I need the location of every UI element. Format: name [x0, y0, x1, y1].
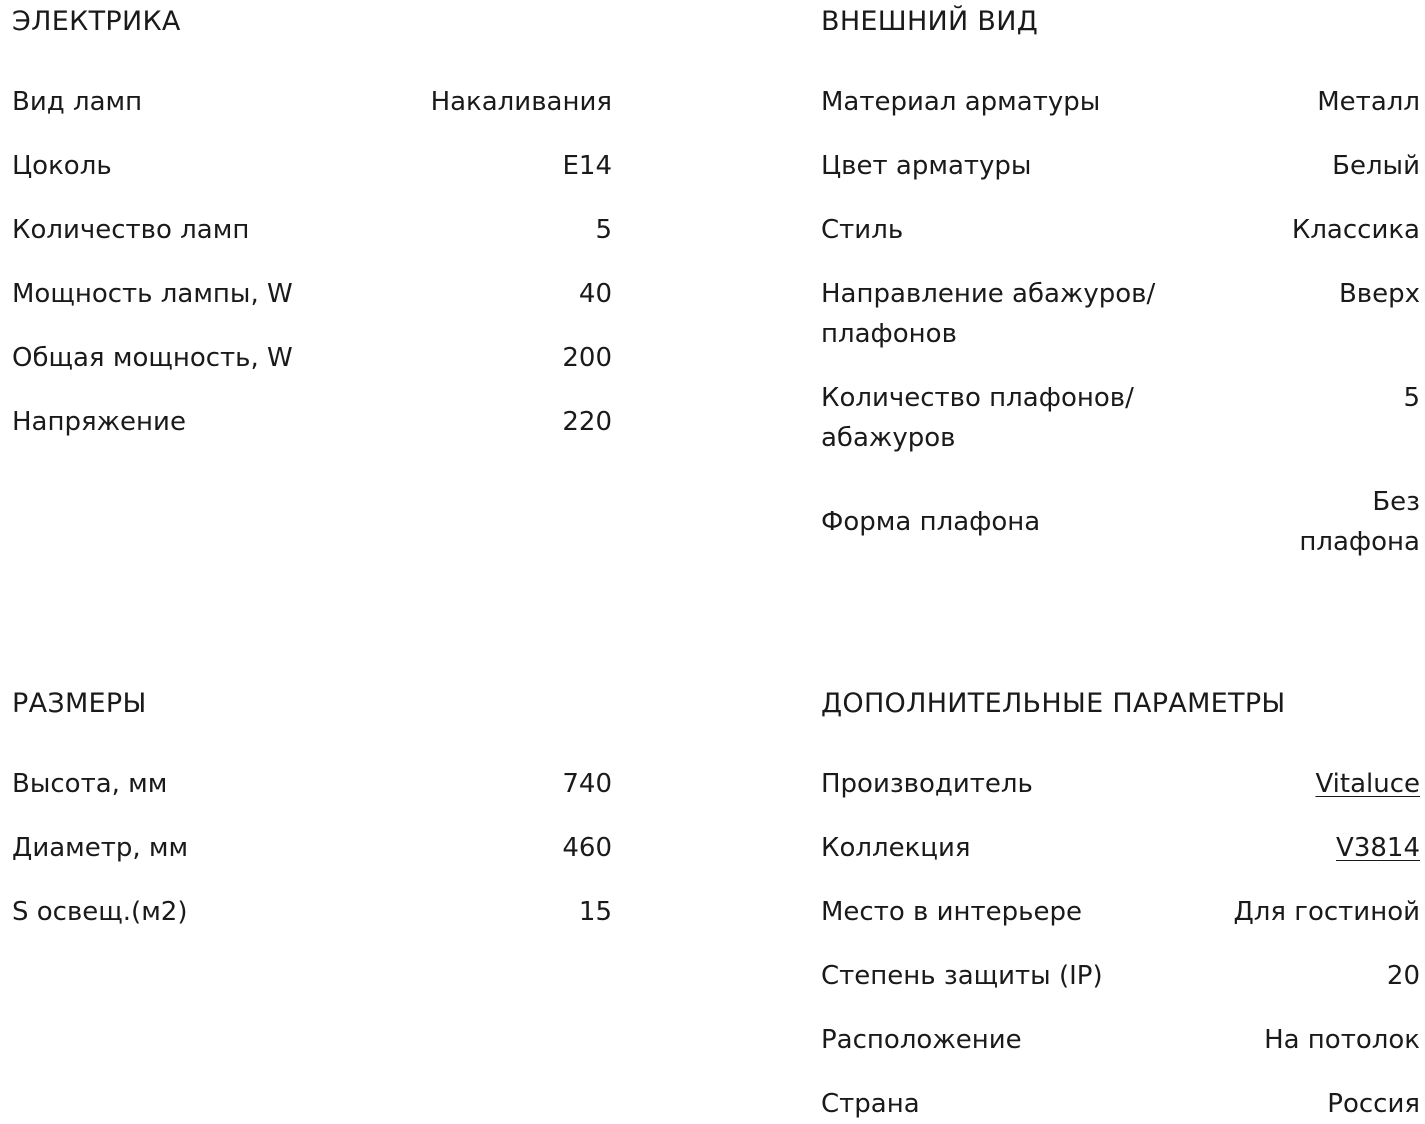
- spec-label: Высота, мм: [12, 769, 168, 799]
- spec-value: Россия: [1327, 1089, 1420, 1119]
- spec-value: [1299, 482, 1420, 562]
- spec-row-interior-place: [821, 892, 1420, 932]
- spec-row-lamp-type: [12, 82, 612, 122]
- spec-label: Стиль: [821, 215, 904, 245]
- spec-label: Степень защиты (IP): [821, 961, 1103, 991]
- spec-value: На потолок: [1264, 1025, 1420, 1055]
- spec-label: Коллекция: [821, 833, 971, 863]
- section-appearance: [821, 0, 1420, 580]
- spec-value: 20: [1386, 961, 1420, 991]
- spec-value: 220: [562, 407, 612, 437]
- spec-row-total-power: [12, 338, 612, 378]
- spec-row-light-area: [12, 892, 612, 932]
- spec-row-socket: [12, 146, 612, 186]
- spec-value: 5: [1403, 383, 1420, 413]
- spec-value: 740: [562, 769, 612, 799]
- spec-value: 200: [562, 343, 612, 373]
- spec-value: 40: [578, 279, 612, 309]
- spec-value: 460: [562, 833, 612, 863]
- spec-value: 5: [595, 215, 612, 245]
- spec-label: Цвет арматуры: [821, 151, 1032, 181]
- manufacturer-link[interactable]: Vitaluce: [1315, 769, 1420, 799]
- spec-label: Материал арматуры: [821, 87, 1101, 117]
- spec-row-height: [12, 764, 612, 804]
- spec-value: Накаливания: [430, 87, 612, 117]
- spec-row-lamp-power: [12, 274, 612, 314]
- spec-value: 15: [578, 897, 612, 927]
- spec-row-shade-count: [821, 378, 1420, 458]
- spec-row-shade-shape: [821, 482, 1420, 562]
- spec-label: S освещ.(м2): [12, 897, 188, 927]
- spec-label: Цоколь: [12, 151, 112, 181]
- spec-label: Диаметр, мм: [12, 833, 189, 863]
- spec-label: Место в интерьере: [821, 897, 1082, 927]
- spec-row-voltage: [12, 402, 612, 442]
- spec-row-collection: [821, 828, 1420, 868]
- spec-row-placement: [821, 1020, 1420, 1060]
- spec-label: Вид ламп: [12, 87, 143, 117]
- spec-row-manufacturer: [821, 764, 1420, 804]
- spec-row-country: [821, 1084, 1420, 1124]
- spec-label: Страна: [821, 1089, 920, 1119]
- spec-row-fitting-color: [821, 146, 1420, 186]
- spec-label-line: Количество плафонов/: [821, 383, 1134, 413]
- section-title-electrics: ЭЛЕКТРИКА: [12, 6, 181, 37]
- spec-row-fitting-material: [821, 82, 1420, 122]
- spec-value: Металл: [1317, 87, 1420, 117]
- spec-value-line: Без: [1372, 487, 1420, 517]
- spec-value-line: плафона: [1299, 527, 1420, 557]
- spec-label: Напряжение: [12, 407, 186, 437]
- spec-label-line: абажуров: [821, 423, 956, 453]
- collection-link[interactable]: V3814: [1336, 833, 1420, 863]
- spec-value: Для гостиной: [1233, 897, 1420, 927]
- spec-label: Количество ламп: [12, 215, 250, 245]
- spec-label: [821, 378, 1134, 458]
- section-title-appearance: ВНЕШНИЙ ВИД: [821, 6, 1039, 37]
- spec-label: [821, 274, 1155, 354]
- spec-label: Расположение: [821, 1025, 1022, 1055]
- spec-value: E14: [562, 151, 612, 181]
- spec-value: Вверх: [1338, 279, 1420, 309]
- section-electrics: [12, 0, 612, 460]
- spec-label: Общая мощность, W: [12, 343, 293, 373]
- spec-row-ip-rating: [821, 956, 1420, 996]
- section-dimensions: [12, 682, 612, 942]
- spec-value: Белый: [1332, 151, 1420, 181]
- spec-value: Классика: [1291, 215, 1420, 245]
- spec-row-style: [821, 210, 1420, 250]
- section-title-extra: ДОПОЛНИТЕЛЬНЫЕ ПАРАМЕТРЫ: [821, 688, 1286, 719]
- spec-row-lamp-count: [12, 210, 612, 250]
- spec-label: Форма плафона: [821, 507, 1041, 537]
- spec-row-diameter: [12, 828, 612, 868]
- spec-label-line: Направление абажуров/: [821, 279, 1156, 309]
- spec-label: Производитель: [821, 769, 1033, 799]
- spec-row-shade-direction: [821, 274, 1420, 354]
- spec-label-line: плафонов: [821, 319, 957, 349]
- section-title-dimensions: РАЗМЕРЫ: [12, 688, 147, 719]
- spec-label: Мощность лампы, W: [12, 279, 293, 309]
- section-extra: [821, 682, 1420, 1124]
